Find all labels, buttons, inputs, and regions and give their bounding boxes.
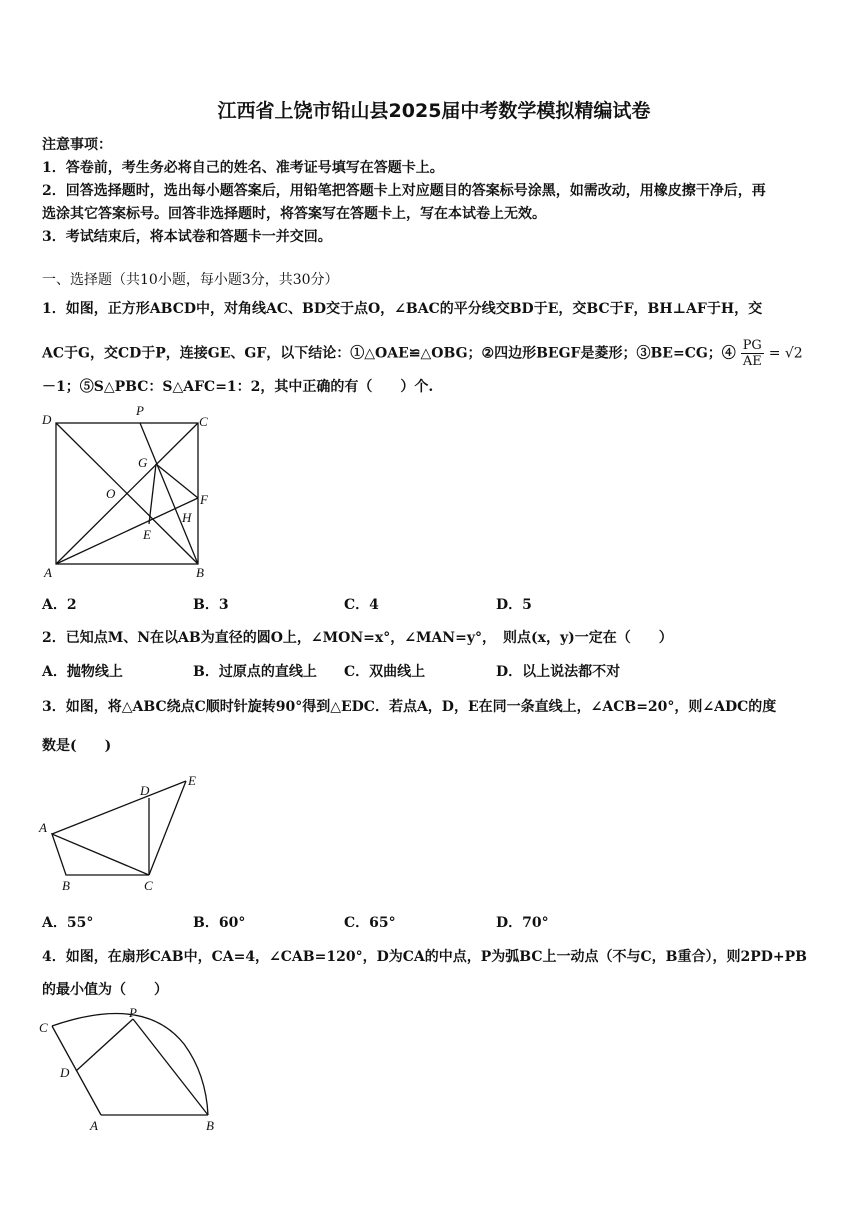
option-d[interactable]: D．70° xyxy=(496,915,549,931)
option-b[interactable]: B．3 xyxy=(193,597,229,613)
option-c[interactable]: C．双曲线上 xyxy=(344,664,426,680)
point-label: D xyxy=(42,412,52,427)
point-label: B xyxy=(62,878,70,893)
point-label: D xyxy=(140,783,150,798)
question-4-line-1: 4．如图，在扇形CAB中，CA=4，∠CAB=120°，D为CA的中点，P为弧BC上一动点（不与C，B重合），则2PD+PB xyxy=(42,949,807,965)
point-label: A xyxy=(39,820,47,835)
option-c[interactable]: C．65° xyxy=(344,915,396,931)
question-3-figure xyxy=(34,768,214,898)
point-label: C xyxy=(39,1020,48,1035)
point-label: D xyxy=(60,1065,70,1080)
point-label: E xyxy=(143,527,151,542)
notice-item: 2．回答选择题时，选出每小题答案后，用铅笔把答题卡上对应题目的答案标号涂黑，如需改动，用橡皮擦干净后，再 xyxy=(42,183,766,199)
notice-item: 1．答卷前，考生务必将自己的姓名、准考证号填写在答题卡上。 xyxy=(42,160,444,176)
question-1-line-1: 1．如图，正方形ABCD中，对角线AC、BD交于点O，∠BAC的平分线交BD于E，交BC于F，BH⊥AF于H，交 xyxy=(42,301,763,317)
option-b[interactable]: B．过原点的直线上 xyxy=(193,664,317,680)
point-label: A xyxy=(90,1118,98,1133)
point-label: P xyxy=(129,1005,137,1020)
point-label: E xyxy=(188,773,196,788)
fraction-numerator: PG xyxy=(742,338,762,353)
option-d[interactable]: D．以上说法都不对 xyxy=(496,664,621,680)
question-1-figure xyxy=(36,400,226,586)
option-c[interactable]: C．4 xyxy=(344,597,379,613)
option-b[interactable]: B．60° xyxy=(193,915,246,931)
question-2-stem: 2．已知点M、N在以AB为直径的圆O上，∠MON=x°，∠MAN=y°， 则点(x，y)一定在（ ） xyxy=(42,630,673,646)
point-label: P xyxy=(136,403,144,418)
point-label: B xyxy=(196,565,204,580)
question-1-line-3: －1；⑤S△PBC：S△AFC=1：2，其中正确的有（ ）个. xyxy=(42,379,434,395)
point-label: B xyxy=(206,1118,214,1133)
point-label: G xyxy=(138,455,148,470)
notice-heading: 注意事项： xyxy=(42,137,112,153)
page-title: 江西省上饶市铅山县2025届中考数学模拟精编试卷 xyxy=(217,100,651,122)
point-label: C xyxy=(199,414,208,429)
point-label: O xyxy=(106,486,116,501)
option-a[interactable]: A．抛物线上 xyxy=(42,664,123,680)
point-label: A xyxy=(44,565,52,580)
question-3-line-1: 3．如图，将△ABC绕点C顺时针旋转90°得到△EDC．若点A，D，E在同一条直线上，∠ACB=20°，则∠ADC的度 xyxy=(42,699,777,715)
point-label: C xyxy=(144,878,153,893)
fraction-pg-ae xyxy=(741,338,764,369)
question-4-figure xyxy=(34,1004,234,1139)
section-heading: 一、选择题（共10小题，每小题3分，共30分） xyxy=(42,272,339,288)
option-a[interactable]: A．2 xyxy=(42,597,77,613)
question-4-line-2: 的最小值为（ ） xyxy=(42,982,168,998)
question-1-line-2 xyxy=(42,338,803,369)
notice-item: 选涂其它答案标号。回答非选择题时，将答案写在答题卡上，写在本试卷上无效。 xyxy=(42,206,546,222)
point-label: F xyxy=(200,492,208,507)
question-1-text: AC于G，交CD于P，连接GE、GF，以下结论：①△OAE≌△OBG；②四边形BEGF是菱形；③BE=CG；④ xyxy=(42,345,736,362)
option-a[interactable]: A．55° xyxy=(42,915,94,931)
option-d[interactable]: D．5 xyxy=(496,597,532,613)
notice-item: 3．考试结束后，将本试卷和答题卡一并交回。 xyxy=(42,229,332,245)
fraction-denominator: AE xyxy=(742,354,762,369)
fraction-equals-root: = √2 xyxy=(768,345,803,362)
point-label: H xyxy=(182,510,192,525)
question-3-line-2: 数是( ) xyxy=(42,738,112,754)
